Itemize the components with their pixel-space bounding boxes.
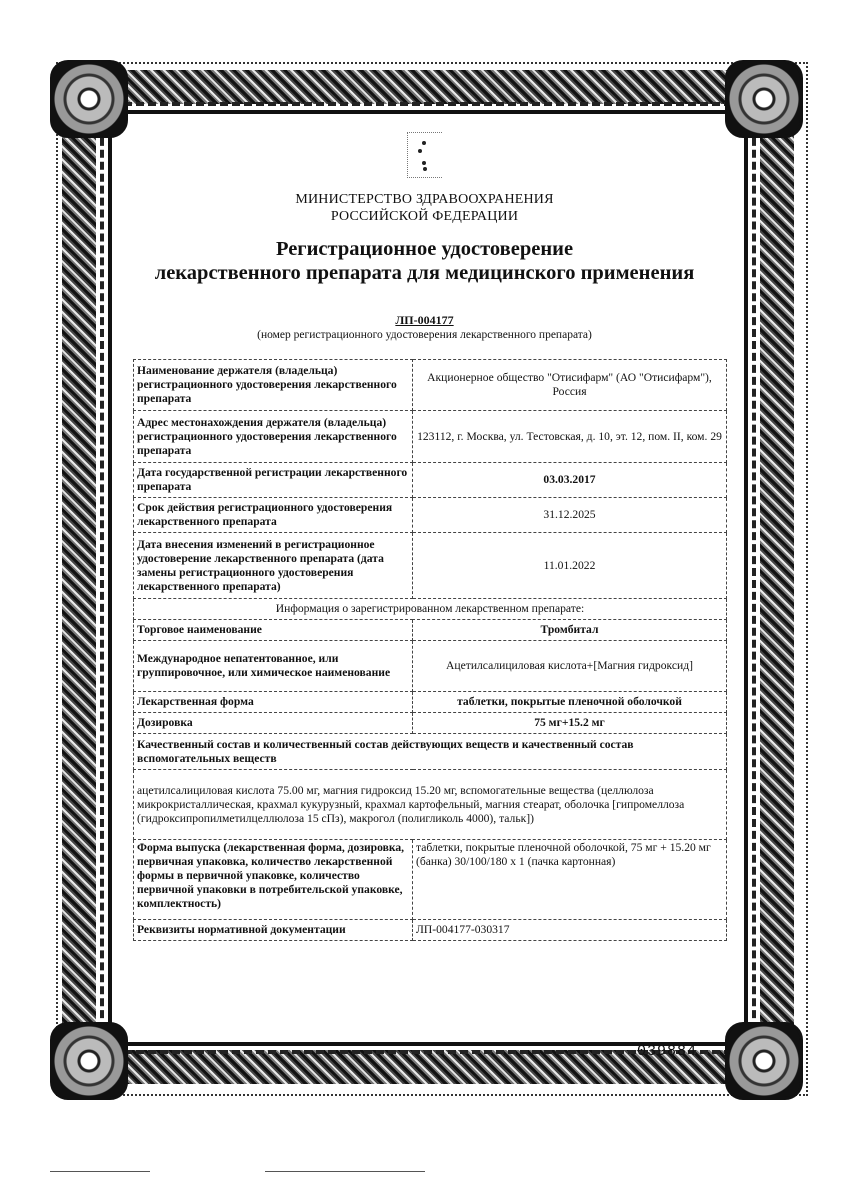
amendment-date-label: Дата внесения изменений в регистрационное удостоверение лекарственного препарата (дата замены регистрационного удостоверения лекарственного препарата) xyxy=(134,533,413,599)
registration-number-caption: (номер регистрационного удостоверения лекарственного препарата) xyxy=(257,329,592,341)
corner-rosette-icon xyxy=(50,1022,128,1100)
document-title-line1: Регистрационное удостоверение xyxy=(275,238,574,260)
dosage-form-label: Лекарственная форма xyxy=(134,692,413,713)
table-row xyxy=(134,463,727,498)
amendment-date-value: 11.01.2022 xyxy=(413,533,727,599)
table-row xyxy=(134,840,727,920)
table-row xyxy=(134,692,727,713)
certificate-table xyxy=(133,359,727,941)
coat-of-arms-emblem-icon xyxy=(407,132,442,178)
trade-name-label: Торговое наименование xyxy=(134,620,413,641)
release-form-label: Форма выпуска (лекарственная форма, дозировка, первичная упаковка, количество лекарственной формы в первичной упаковке, количество первичной упаковки в потребительской упаковке, комплектность) xyxy=(134,840,413,920)
table-row xyxy=(134,411,727,463)
registration-number: ЛП-004177 xyxy=(395,313,454,327)
ministry-name-line1: МИНИСТЕРСТВО ЗДРАВООХРАНЕНИЯ xyxy=(295,192,554,207)
table-row xyxy=(134,498,727,533)
scan-artifact-line xyxy=(265,1171,425,1172)
table-row xyxy=(134,770,727,840)
inn-label: Международное непатентованное, или группировочное, или химическое наименование xyxy=(134,641,413,692)
document-title-line2: лекарственного препарата для медицинского применения xyxy=(154,262,695,284)
validity-label: Срок действия регистрационного удостоверения лекарственного препарата xyxy=(134,498,413,533)
drug-info-heading: Информация о зарегистрированном лекарственном препарате: xyxy=(134,599,727,620)
holder-address-label: Адрес местонахождения держателя (владельца) регистрационного удостоверения лекарственного препарата xyxy=(134,411,413,463)
table-row xyxy=(134,533,727,599)
table-row xyxy=(134,713,727,734)
holder-address-value: 123112, г. Москва, ул. Тестовская, д. 10, эт. 12, пом. II, ком. 29 xyxy=(413,411,727,463)
scan-artifact-line xyxy=(50,1171,150,1172)
registration-date-label: Дата государственной регистрации лекарственного препарата xyxy=(134,463,413,498)
dosage-form-value: таблетки, покрытые пленочной оболочкой xyxy=(413,692,727,713)
registration-date-value: 03.03.2017 xyxy=(413,463,727,498)
table-row xyxy=(134,360,727,411)
normative-docs-label: Реквизиты нормативной документации xyxy=(134,920,413,941)
holder-name-label: Наименование держателя (владельца) регистрационного удостоверения лекарственного препарата xyxy=(134,360,413,411)
validity-value: 31.12.2025 xyxy=(413,498,727,533)
corner-rosette-icon xyxy=(725,1022,803,1100)
inn-value: Ацетилсалициловая кислота+[Магния гидроксид] xyxy=(413,641,727,692)
trade-name-value: Тромбитал xyxy=(413,620,727,641)
table-row xyxy=(134,620,727,641)
dosage-label: Дозировка xyxy=(134,713,413,734)
holder-name-value: Акционерное общество "Отисифарм" (АО "Отисифарм"), Россия xyxy=(413,360,727,411)
table-row xyxy=(134,599,727,620)
table-row xyxy=(134,920,727,941)
table-row xyxy=(134,734,727,770)
dosage-value: 75 мг+15.2 мг xyxy=(413,713,727,734)
normative-docs-value: ЛП-004177-030317 xyxy=(413,920,727,941)
ministry-name-line2: РОССИЙСКОЙ ФЕДЕРАЦИИ xyxy=(330,209,519,224)
corner-rosette-icon xyxy=(725,60,803,138)
release-form-value: таблетки, покрытые пленочной оболочкой, 75 мг + 15.20 мг (банка) 30/100/180 х 1 (пачка картонная) xyxy=(413,840,727,920)
corner-rosette-icon xyxy=(50,60,128,138)
composition-heading: Качественный состав и количественный состав действующих веществ и качественный состав вспомогательных веществ xyxy=(134,734,727,770)
table-row xyxy=(134,641,727,692)
serial-number: 039884 xyxy=(637,1043,698,1060)
composition-text: ацетилсалициловая кислота 75.00 мг, магния гидроксид 15.20 мг, вспомогательные вещества (целлюлоза микрокристаллическая, крахмал кукурузный, крахмал картофельный, магния стеарат, оболочка [гипромеллоза (гидроксипропилметилцеллюлоза 15 сПз), макрогол (полигликоль 4000), тальк]) xyxy=(134,770,727,840)
